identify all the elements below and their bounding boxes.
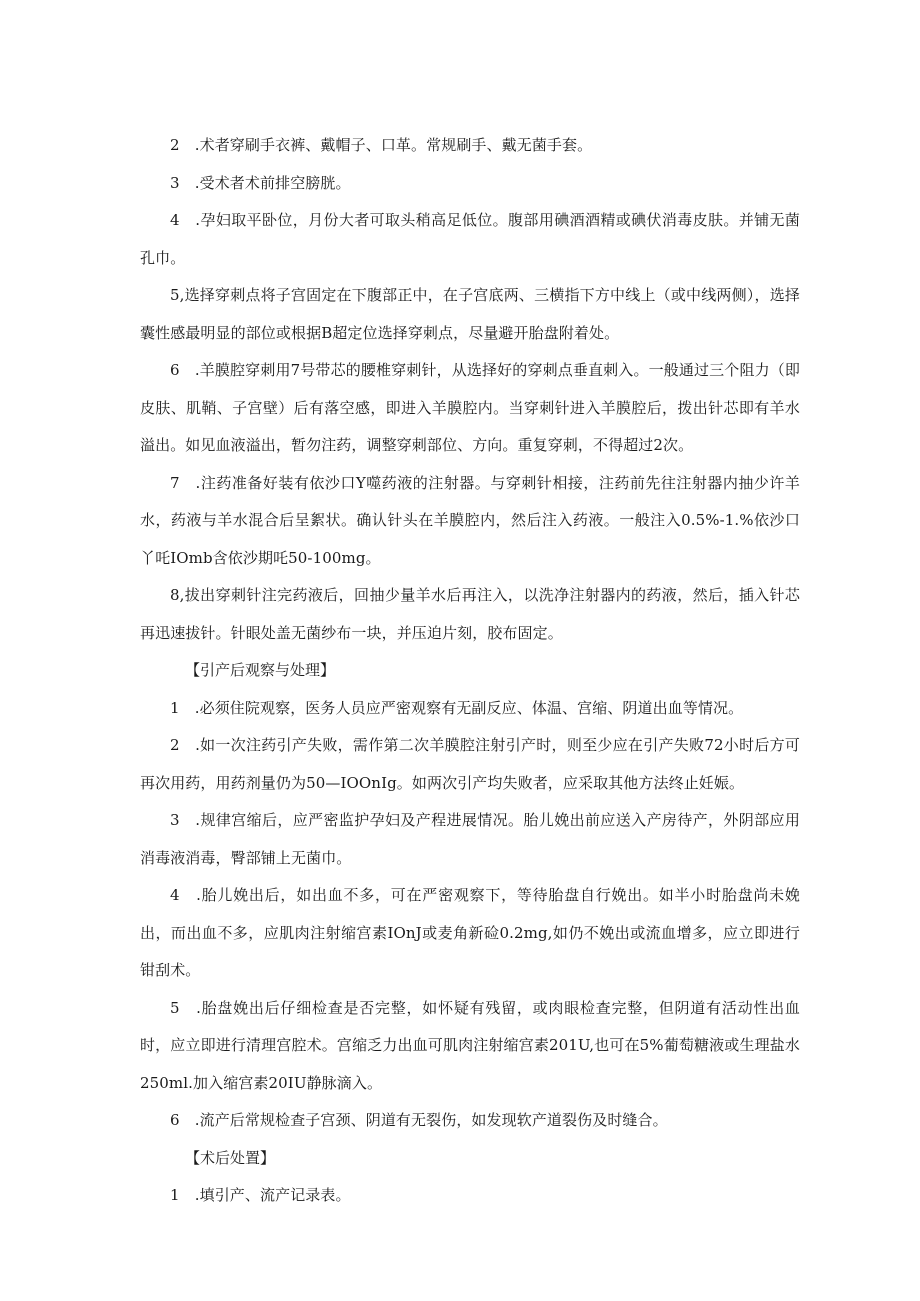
paragraph-step-7: 7 .注药准备好装有依沙口Y噬药液的注射器。与穿刺针相接，注药前先往注射器内抽少许羊水，药液与羊水混合后呈絮状。确认针头在羊膜腔内，然后注入药液。一般注入0.5%-1.%依沙口丫吒IOmb含依沙期吒50-100mg。 [140,473,800,567]
paragraph-observation-6: 6 .流产后常规检查子宫颈、阴道有无裂伤，如发现软产道裂伤及时缝合。 [170,1111,668,1129]
paragraph-observation-5: 5 .胎盘娩出后仔细检查是否完整，如怀疑有残留，或肉眼检查完整，但阴道有活动性出血时，应立即进行清理宫腔术。宫缩乏力出血可肌肉注射缩宫素201U,也可在5%葡萄糖液或生理盐水250ml.加入缩宫素20IU静脉滴入。 [140,998,800,1092]
paragraph-step-5: 5,选择穿刺点将子宫固定在下腹部正中，在子宫底两、三横指下方中线上（或中线两侧），选择囊性感最明显的部位或根据B超定位选择穿刺点，尽量避开胎盘附着处。 [140,286,800,342]
paragraph-step-4: 4 .孕妇取平卧位，月份大者可取头稍高足低位。腹部用碘酒酒精或碘伏消毒皮肤。并铺无菌孔巾。 [140,211,800,267]
paragraph-postop-1: 1 .填引产、流产记录表。 [170,1186,351,1204]
document-page [140,127,800,1215]
section-heading-postop: 【术后处置】 [185,1148,276,1167]
paragraph-step-2: 2 .术者穿刷手衣裤、戴帽子、口革。常规刷手、戴无菌手套。 [170,136,593,154]
paragraph-step-6: 6 .羊膜腔穿刺用7号带芯的腰椎穿刺针，从选择好的穿刺点垂直刺入。一般通过三个阻力（即皮肤、肌鞘、子宫壁）后有落空感，即进入羊膜腔内。当穿刺针进入羊膜腔后，拨出针芯即有羊水溢出。如见血液溢出，暂勿注药，调整穿刺部位、方向。重复穿刺，不得超过2次。 [140,361,800,454]
paragraph-observation-2: 2 .如一次注药引产失败，需作第二次羊膜腔注射引产时，则至少应在引产失败72小时后方可再次用药，用药剂量仍为50—IOOnIg。如两次引产均失败者，应采取其他方法终止妊娠。 [140,736,800,792]
paragraph-observation-4: 4 .胎儿娩出后，如出血不多，可在严密观察下，等待胎盘自行娩出。如半小时胎盘尚未娩出，而出血不多，应肌肉注射缩宫素IOnJ或麦角新硷0.2mg,如仍不娩出或流血增多，应立即进行钳刮术。 [140,886,800,979]
paragraph-observation-1: 1 .必须住院观察，医务人员应严密观察有无副反应、体温、宫缩、阴道出血等情况。 [170,698,744,717]
paragraph-observation-3: 3 .规律宫缩后，应严密监护孕妇及产程进展情况。胎儿娩出前应送入产房待产，外阴部应用消毒液消毒，臀部铺上无菌巾。 [140,811,800,867]
section-heading-observation: 【引产后观察与处理】 [185,661,336,679]
paragraph-step-3: 3 .受术者术前排空膀胱。 [170,173,351,192]
paragraph-step-8: 8,拔出穿刺针注完药液后，回抽少量羊水后再注入，以洗净注射器内的药液，然后，插入针芯再迅速拔针。针眼处盖无菌纱布一块，并压迫片刻，胶布固定。 [140,586,800,642]
